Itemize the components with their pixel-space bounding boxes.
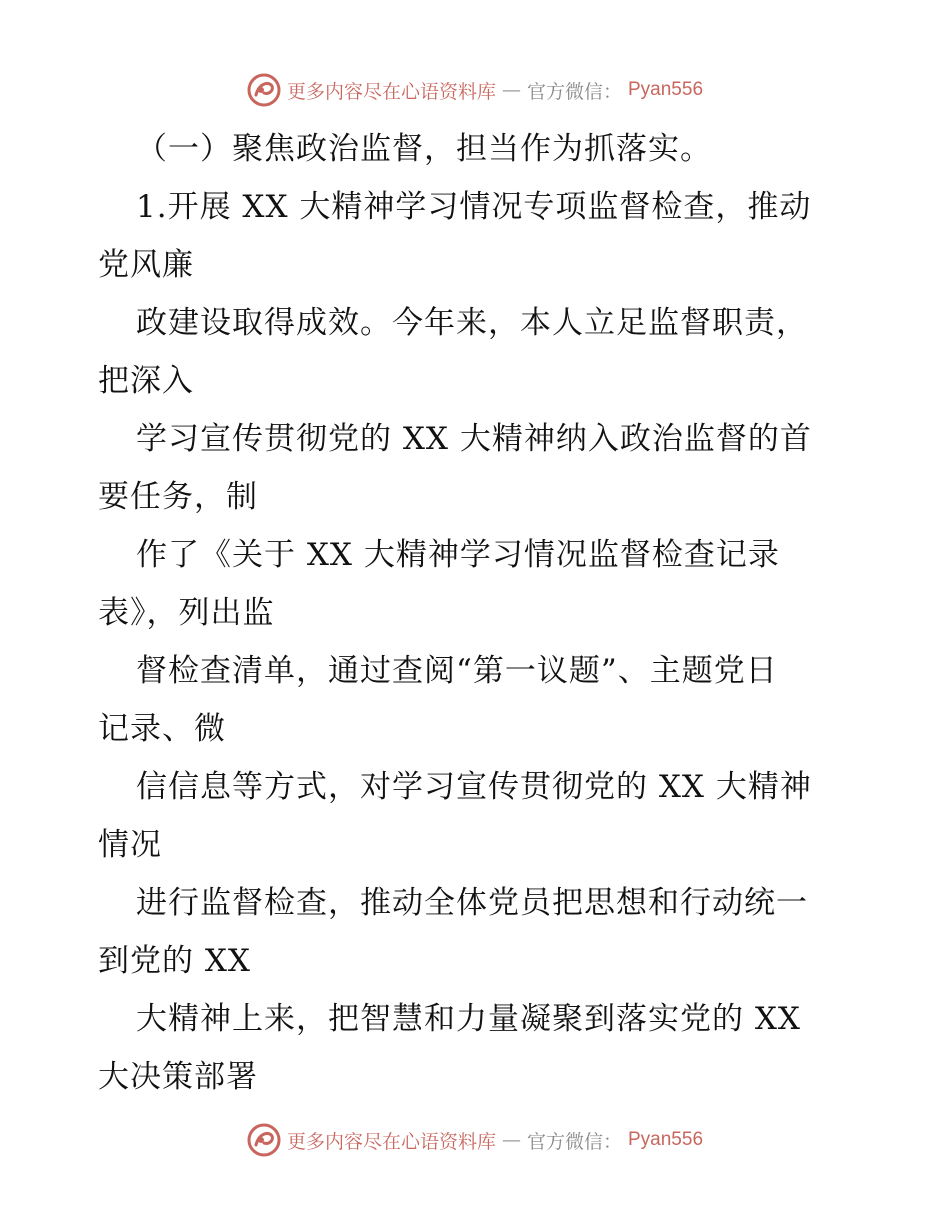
footer-banner [0,1120,950,1160]
text-line: 督检查清单，通过查阅“第一议题”、主题党日 [136,653,778,689]
text-line: 要任务，制 [98,479,258,515]
text-line: 学习宣传贯彻党的 XX 大精神纳入政治监督的首 [136,421,812,457]
text-line: 把深入 [98,363,194,399]
red-seal-swirl-icon [247,1123,281,1157]
banner-separator: — [501,79,521,101]
banner-separator: — [501,1129,521,1151]
text-line: 记录、微 [98,711,226,747]
banner-title: 更多内容尽在心语资料库 [286,80,496,103]
text-line: 情况 [98,827,162,863]
text-line: 政建设取得成效。今年来，本人立足监督职责， [136,305,808,341]
text-line: 1.开展 XX 大精神学习情况专项监督检查，推动 [136,189,812,225]
banner-wechat-id: Pyan556 [628,1129,704,1150]
text-line: 表》，列出监 [98,595,275,631]
paragraph-heading: （一）聚焦政治监督，担当作为抓落实。 [136,131,712,167]
document-body [98,120,858,1106]
red-seal-swirl-icon [247,73,281,107]
banner-title: 更多内容尽在心语资料库 [286,1130,496,1153]
header-banner [0,70,950,110]
text-line: 大精神上来，把智慧和力量凝聚到落实党的 XX [136,1001,801,1037]
banner-wechat-id: Pyan556 [628,79,704,100]
text-line: 作了《关于 XX 大精神学习情况监督检查记录 [136,537,780,573]
text-line: 大决策部署 [98,1059,258,1095]
text-line: 党风廉 [98,247,194,283]
banner-wechat-label: 官方微信： [526,1130,622,1153]
banner-wechat-label: 官方微信： [526,80,622,103]
text-line: 信信息等方式，对学习宣传贯彻党的 XX 大精神 [136,769,812,805]
text-line: 到党的 XX [98,943,251,979]
text-line: 进行监督检查，推动全体党员把思想和行动统一 [136,885,808,921]
